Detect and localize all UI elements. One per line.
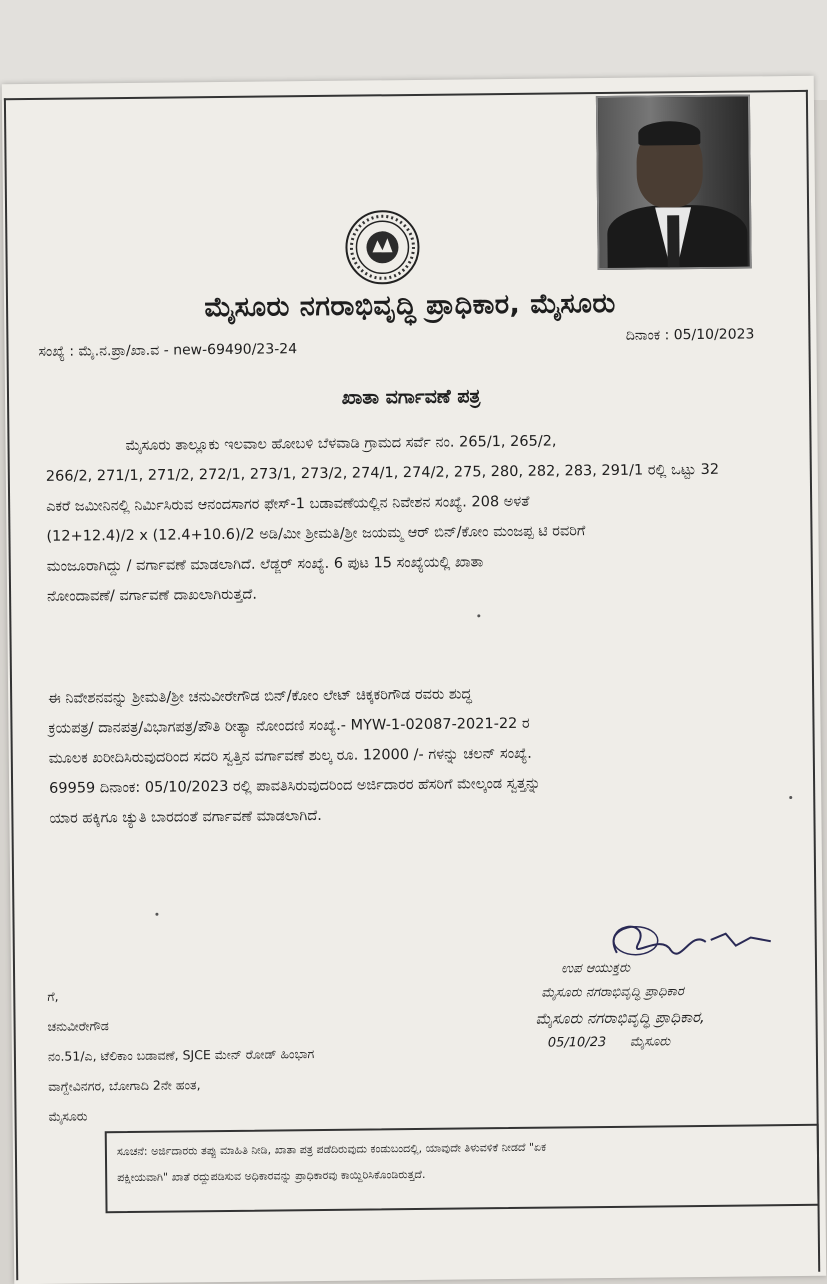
applicant-photo: [596, 94, 752, 270]
paragraph-line: ಮೈಸೂರು ತಾಲ್ಲೂಕು ಇಲವಾಲ ಹೋಬಳಿ ಬೆಳವಾಡಿ ಗ್ರಾಮದ ಸರ್ವೆ ನಂ. 265/1, 265/2,: [125, 433, 557, 455]
document-heading: ಖಾತಾ ವರ್ಗಾವಣೆ ಪತ್ರ: [341, 385, 481, 409]
paragraph-line: ಈ ನಿವೇಶನವನ್ನು ಶ್ರೀಮತಿ/ಶ್ರೀ ಚನುವೀರೇಗೌಡ ಬಿನ್/ಕೋಂ ಲೇಟ್ ಚಿಕ್ಕಕರಿಗೌಡ ರವರು ಶುದ್ಧ: [48, 686, 473, 707]
authority-title: ಮೈಸೂರು ನಗರಾಭಿವೃದ್ಧಿ ಪ್ರಾಧಿಕಾರ, ಮೈಸೂರು: [204, 287, 616, 324]
reference-number: ಸಂಖ್ಯೆ : ಮೈ.ನ.ಪ್ರಾ/ಖಾ.ವ - new-69490/23-24: [38, 341, 298, 360]
paragraph-line: (12+12.4)/2 x (12.4+10.6)/2 ಅಡಿ/ಮೀ ಶ್ರೀಮತಿ/ಶ್ರೀ ಜಯಮ್ಮ ಆರ್ ಬಿನ್/ಕೋಂ ಮಂಜಪ್ಪ ಟಿ ರವರಿಗೆ: [46, 523, 586, 545]
issue-date: ದಿನಾಂಕ : 05/10/2023: [625, 326, 755, 344]
paragraph-line: 266/2, 271/1, 271/2, 272/1, 273/1, 273/2, 274/1, 274/2, 275, 280, 282, 283, 291/1 ರಲ್ಲಿ ಒಟ್ಟು 32: [45, 461, 720, 485]
signature-block: [520, 911, 792, 1064]
note-line: ಪಕ್ಷೀಯವಾಗಿ" ಖಾತೆ ರದ್ದುಪಡಿಸುವ ಅಧಿಕಾರವನ್ನು ಪ್ರಾಧಿಕಾರವು ಕಾಯ್ದಿರಿಸಿಕೊಂಡಿರುತ್ತದೆ.: [117, 1167, 426, 1185]
note-line: ಸೂಚನೆ: ಅರ್ಜಿದಾರರು ತಪ್ಪು ಮಾಹಿತಿ ನೀಡಿ, ಖಾತಾ ಪತ್ರ ಪಡೆದಿರುವುದು ಕಂಡುಬಂದಲ್ಲಿ, ಯಾವುದೇ ತಿಳುವಳಿಕೆ ನೀಡದೆ "ಏಕ: [116, 1140, 547, 1159]
paragraph-line: ಮಂಜೂರಾಗಿದ್ದು / ವರ್ಗಾವಣೆ ಮಾಡಲಾಗಿದೆ. ಲೆಡ್ಜರ್ ಸಂಖ್ಯೆ. 6 ಪುಟ 15 ಸಂಖ್ಯೆಯಲ್ಲಿ ಖಾತಾ: [46, 554, 484, 575]
signature-office: ಮೈಸೂರು ನಗರಾಭಿವೃದ್ಧಿ ಪ್ರಾಧಿಕಾರ: [541, 984, 684, 1001]
paragraph-line: 69959 ದಿನಾಂಕ: 05/10/2023 ರಲ್ಲಿ ಪಾವತಿಸಿರುವುದರಿಂದ ಅರ್ಜಿದಾರರ ಹೆಸರಿಗೆ ಮೇಲ್ಕಂಡ ಸ್ವತ್ತನ್ನು: [49, 775, 541, 797]
signature-stamp: ಮೈಸೂರು ನಗರಾಭಿವೃದ್ಧಿ ಪ್ರಾಧಿಕಾರ,: [535, 1007, 705, 1028]
signature-designation: ಉಪ ಆಯುಕ್ತರು: [560, 960, 631, 977]
addressee-block: [47, 979, 315, 1132]
document-page: [2, 76, 827, 1284]
addressee-line1: ನಂ.51/ಎ, ಟೆಲಿಕಾಂ ಬಡಾವಣೆ, SJCE ಮೇನ್ ರೋಡ್ ಹಿಂಭಾಗ: [47, 1046, 315, 1064]
paper-speck: [789, 796, 792, 799]
paragraph-allotment: [45, 424, 787, 612]
addressee-line2: ವಾಗ್ದೇವಿನಗರ, ಬೋಗಾದಿ 2ನೇ ಹಂತ,: [48, 1077, 201, 1094]
addressee-name: ಚನುವೀರೇಗೌಡ: [47, 1018, 109, 1034]
addressee-city: ಮೈಸೂರು: [48, 1108, 88, 1124]
signature-city: ಮೈಸೂರು: [629, 1034, 671, 1050]
footer-note: [105, 1124, 820, 1213]
paper-speck: [477, 614, 480, 617]
signature-date: 05/10/23: [547, 1035, 607, 1051]
paragraph-line: ನೋಂದಾವಣೆ/ ವರ್ಗಾವಣೆ ದಾಖಲಾಗಿರುತ್ತದೆ.: [47, 586, 258, 605]
paragraph-line: ಮೂಲಕ ಖರೀದಿಸಿರುವುದರಿಂದ ಸದರಿ ಸ್ವತ್ತಿನ ವರ್ಗಾವಣೆ ಶುಲ್ಕ ರೂ. 12000 /- ಗಳನ್ನು ಚಲನ್ ಸಂಖ್ಯೆ.: [48, 745, 532, 767]
paragraph-transfer: [48, 676, 790, 834]
paper-speck: [155, 913, 158, 916]
addressee-to: ಗೆ,: [47, 988, 59, 1004]
paragraph-line: ಎಕರೆ ಜಮೀನಿನಲ್ಲಿ ನಿರ್ಮಿಸಿರುವ ಆನಂದಸಾಗರ ಫೇಸ್-1 ಬಡಾವಣೆಯಲ್ಲಿನ ನಿವೇಶನ ಸಂಖ್ಯೆ. 208 ಅಳತೆ: [46, 493, 530, 515]
paragraph-line: ಯಾರ ಹಕ್ಕಿಗೂ ಚ್ಯುತಿ ಬಾರದಂತೆ ವರ್ಗಾವಣೆ ಮಾಡಲಾಗಿದೆ.: [49, 807, 322, 827]
authority-seal-icon: [343, 208, 422, 287]
paragraph-line: ಕ್ರಯಪತ್ರ/ ದಾನಪತ್ರ/ವಿಭಾಗಪತ್ರ/ಪೌತಿ ರೀತ್ಯಾ ನೋಂದಣಿ ಸಂಖ್ಯೆ.- MYW-1-02087-2021-22 ರ: [48, 715, 530, 737]
